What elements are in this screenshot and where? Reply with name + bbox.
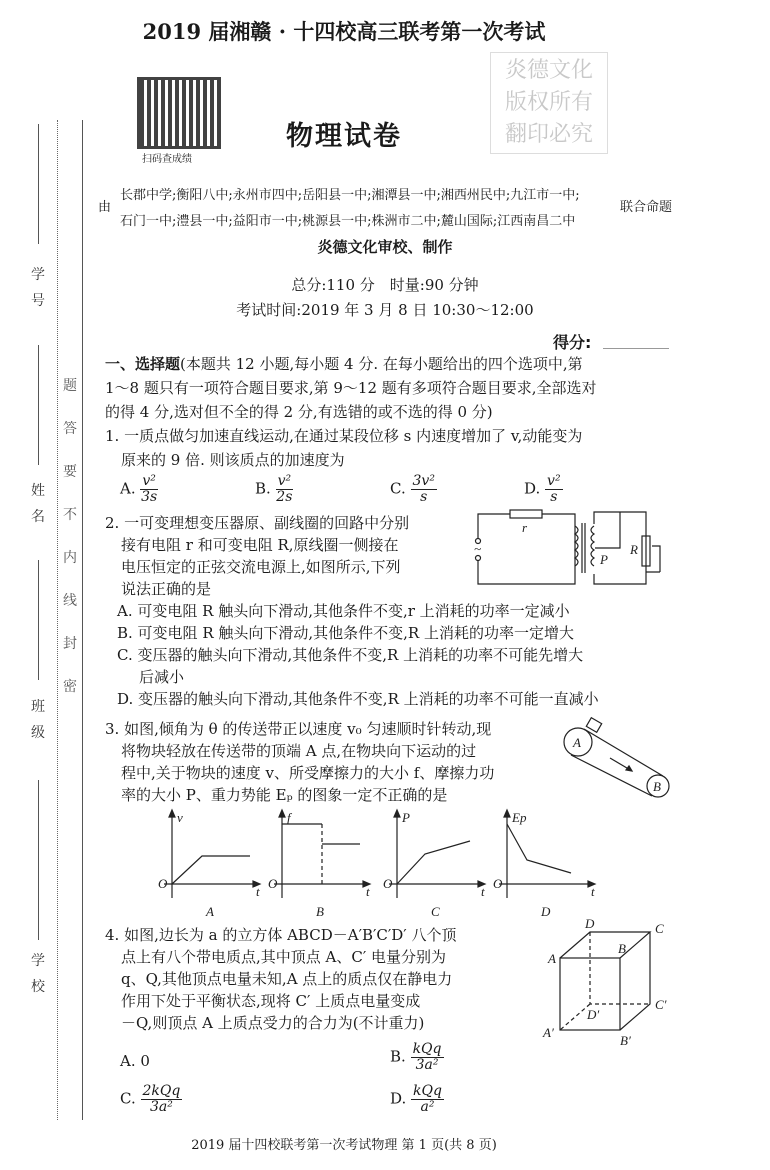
graph-curve — [507, 824, 571, 873]
q2-option-b[interactable]: B. 可变电阻 R 触头向下滑动,其他条件不变,R 上消耗的功率一定增大 — [117, 624, 574, 642]
q1-option-c[interactable]: C. $\frac{\text{3v²}}{s}$ — [390, 473, 435, 505]
vertex-C-prime: C′ — [655, 997, 667, 1012]
q2-option-c[interactable]: C. 变压器的触头向下滑动,其他条件不变,R 上消耗的功率不可能先增大 — [117, 646, 584, 664]
q4-option-d[interactable]: D. $\frac{\text{kQq}}{\text{a²}}$ — [390, 1083, 442, 1115]
pulley-A-label: A — [573, 735, 581, 750]
watermark: 炎德文化 版权所有 翻印必究 — [490, 52, 608, 154]
graph-curve — [397, 841, 470, 884]
q2-option-d[interactable]: D. 变压器的触头向下滑动,其他条件不变,R 上消耗的功率不可能一直减小 — [117, 690, 599, 708]
q4-option-a[interactable]: A. 0 — [120, 1052, 150, 1070]
question-3: 3. 如图,倾角为 θ 的传送带正以速度 v₀ 匀速顺时针转动,现 将物块轻放在传送带的顶端 A 点,在物块向下运动的过 程中,关于物块的速度 v、所受摩擦力的大小 f、摩擦力功 率的大小 P、重力势能 Eₚ 的图象一定不正确的是 — [105, 720, 495, 804]
graph-label: D — [541, 904, 551, 919]
field-line — [38, 345, 39, 465]
field-school: 学 校 — [31, 953, 59, 995]
origin-label: O — [268, 876, 278, 891]
q1-option-a[interactable]: A. $\frac{\text{v²}}{3s}$ — [120, 473, 158, 505]
subject-title: 物理试卷 — [286, 121, 402, 152]
by-label: 由 — [98, 200, 112, 215]
question-2: 2. 一可变理想变压器原、副线圈的回路中分别 接有电阻 r 和可变电阻 R,原线圈一侧接在 电压恒定的正弦交流电源上,如图所示,下列 说法正确的是 A. 可变电阻 R 触头向下滑动,其他条件不变,r 上消耗的功率一定减小 B. 可变电阻 R 触头向下滑动,其他条件不变,R 上消耗的功率一定增大 C. 变压器的触头向下滑动,其他条件不变,R 上消耗的功率不可能先增大 后减小 D. 变压器的触头向下滑动,其他条件不变,R 上消耗的功率不可能一直减小 — [105, 512, 670, 710]
score-time: 总分:110 分 时量:90 分钟 — [291, 276, 479, 294]
origin-label: O — [158, 876, 168, 891]
q1-option-b[interactable]: B. $\frac{\text{v²}}{2s}$ — [255, 473, 293, 505]
vertex-A-prime: A′ — [543, 1025, 554, 1040]
graph-label: A — [206, 904, 214, 919]
origin-label: O — [383, 876, 393, 891]
vertex-D: D — [585, 916, 595, 931]
producer: 炎德文化审校、制作 — [317, 238, 453, 256]
q1-option-d[interactable]: D. $\frac{\text{v²}}{s}$ — [524, 473, 561, 505]
y-axis-label: f — [287, 810, 291, 825]
qr-caption: 扫码查成绩 — [142, 154, 192, 165]
r-label: r — [522, 520, 528, 535]
graph-B — [268, 810, 370, 919]
graph-label: C — [431, 904, 440, 919]
pulley-B-label: B — [653, 779, 661, 794]
q4-option-c[interactable]: C. $\frac{\text{2kQq}}{\text{3a²}}$ — [120, 1083, 181, 1115]
R-label: R — [630, 542, 638, 557]
cube-figure — [515, 915, 685, 1050]
graph-curve — [172, 856, 250, 884]
exam-title: 2019 届湘赣 · 十四校高三联考第一次考试 — [142, 19, 546, 44]
graph-A — [158, 810, 260, 919]
graph-D — [493, 810, 595, 919]
question-4: 4. 如图,边长为 a 的立方体 ABCD－A′B′C′D′ 八个顶 点上有八个带电质点,其中顶点 A、C′ 电量分别为 q、Q,其他顶点电量未知,A 点上的质点仅在静电力 作用下处于平衡状态,现将 C′ 上质点电量变成 －Q,则顶点 A 上质点受力的合力为(不计重力) — [105, 926, 457, 1032]
section-title: 一、选择题 — [105, 355, 181, 373]
schools-line-2: 石门一中;澧县一中;益阳市一中;桃源县一中;株洲市二中;麓山国际;江西南昌二中 — [120, 214, 576, 229]
score-label: 得分: — [553, 333, 592, 352]
x-axis-label: t — [256, 884, 260, 899]
seal-text: 题 答 要 不 内 线 封 密 — [63, 378, 77, 695]
vertex-D-prime: D′ — [587, 1007, 600, 1022]
x-axis-label: t — [366, 884, 370, 899]
graph-C — [383, 810, 485, 919]
P-label: P — [600, 552, 608, 567]
field-line — [38, 560, 39, 680]
y-axis-label: P — [402, 810, 410, 825]
q4-option-b[interactable]: B. $\frac{\text{kQq}}{\text{3a²}}$ — [390, 1041, 442, 1073]
x-axis-label: t — [481, 884, 485, 899]
ac-source-label: ~ — [474, 541, 482, 556]
vertex-B-prime: B′ — [620, 1033, 631, 1048]
y-axis-label: Ep — [512, 810, 527, 825]
conveyor-belt-figure — [560, 718, 675, 798]
q3-graphs — [150, 808, 595, 923]
section-header: 一、选择题(本题共 12 小题,每小题 4 分. 在每小题给出的四个选项中,第 1～8 题只有一项符合题目要求,第 9～12 题有多项符合题目要求,全部选对 的得 4 分,选对但不全的得 2 分,有选错的或不选的得 0 分) — [105, 355, 597, 421]
graph-label: B — [316, 904, 324, 919]
question-1: 1. 一质点做匀加速直线运动,在通过某段位移 s 内速度增加了 v,动能变为 原来的 9 倍. 则该质点的加速度为 — [105, 427, 583, 469]
vertex-B: B — [618, 941, 626, 956]
score-blank[interactable] — [603, 348, 669, 349]
field-name: 姓 名 — [31, 483, 59, 525]
schools-line-1: 长郡中学;衡阳八中;永州市四中;岳阳县一中;湘潭县一中;湘西州民中;九江市一中; — [120, 188, 580, 203]
page-footer: 2019 届十四校联考第一次考试物理 第 1 页(共 8 页) — [191, 1138, 497, 1153]
joint-label: 联合命题 — [620, 200, 673, 215]
axis-arrows — [279, 810, 370, 887]
graph-curve — [282, 824, 360, 844]
transformer-circuit-figure — [470, 508, 670, 590]
field-class: 班 级 — [31, 699, 59, 741]
field-line — [38, 780, 39, 940]
vertex-C: C — [655, 921, 664, 936]
x-axis-label: t — [591, 884, 595, 899]
y-axis-label: v — [177, 810, 183, 825]
exam-time: 考试时间:2019 年 3 月 8 日 10:30～12:00 — [236, 301, 534, 319]
vertex-A: A — [548, 951, 556, 966]
origin-label: O — [493, 876, 503, 891]
field-student-id: 学 号 — [31, 267, 59, 309]
q2-option-a[interactable]: A. 可变电阻 R 触头向下滑动,其他条件不变,r 上消耗的功率一定减小 — [117, 602, 570, 620]
margin-line-solid — [82, 120, 83, 1120]
